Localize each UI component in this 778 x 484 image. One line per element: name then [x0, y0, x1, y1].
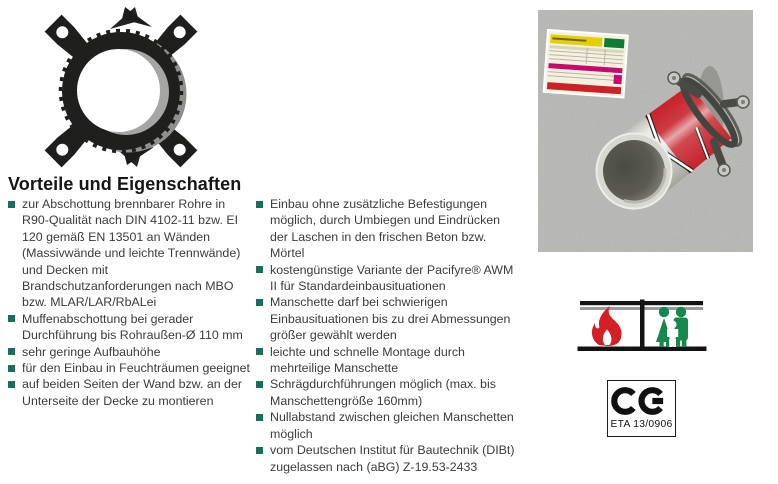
- ce-letters-icon: [611, 384, 673, 418]
- label-logo-box: [604, 38, 625, 48]
- features-column-right: [256, 196, 518, 475]
- feature-list-left: [8, 196, 253, 409]
- eta-number: ETA 13/0906: [610, 419, 673, 430]
- feature-item: Muffenabschottung bei gerader Durchführung bis Rohraußen-Ø 110 mm: [8, 311, 253, 344]
- feature-item: zur Abschottung brennbarer Rohre in R90-Qualität nach DIN 4102-11 bzw. EI 120 gemäß EN 13501 an Wänden (Massivwände und leichte Trennwände) und Decken mit Brandschutzanforderungen nach MBO bzw. MLAR/LAR/RbALei: [8, 196, 253, 311]
- installation-photo: [538, 10, 753, 252]
- ce-mark: [607, 380, 676, 437]
- pipe-collar-illustration: [38, 0, 250, 172]
- product-label-sticker: [544, 30, 628, 97]
- feature-item: sehr geringe Aufbauhöhe: [8, 344, 253, 360]
- feature-item: leichte und schnelle Montage durch mehrteilige Manschette: [256, 344, 518, 377]
- feature-item: Nullabstand zwischen gleichen Manschetten möglich: [256, 409, 518, 442]
- features-column-left: [8, 196, 253, 409]
- feature-item: auf beiden Seiten der Wand bzw. an der Unterseite der Decke zu montieren: [8, 376, 253, 409]
- feature-item: kostengünstige Variante der Pacifyre® AWM II für Standardeinbausituationen: [256, 262, 518, 295]
- feature-item: Manschette darf bei schwierigen Einbausituationen bis zu drei Abmessungen größer gewählt werden: [256, 294, 518, 343]
- collar-hole: [77, 49, 160, 132]
- fire-barrier-pictogram: [577, 295, 707, 359]
- flame-icon: [592, 306, 622, 346]
- feature-list-right: [256, 196, 518, 475]
- screw-head: [718, 164, 730, 176]
- feature-item: für den Einbau in Feuchträumen geeignet: [8, 360, 253, 376]
- wall-divider: [640, 300, 645, 352]
- screw-head: [668, 72, 680, 84]
- pipe-collar-drawing: [38, 0, 250, 172]
- feature-item: Einbau ohne zusätzliche Befestigungen möglich, durch Umbiegen und Eindrücken der Laschen in den frischen Beton bzw. Mörtel: [256, 196, 518, 262]
- feature-item: vom Deutschen Institut für Bautechnik (DIBt) zugelassen nach (aBG) Z-19.53-2433: [256, 442, 518, 475]
- page-title: Vorteile und Eigenschaften: [8, 174, 242, 194]
- screw-head: [737, 96, 749, 108]
- family-icon: [656, 307, 688, 347]
- feature-item: Schrägdurchführungen möglich (max. bis Manschettengröße 160mm): [256, 376, 518, 409]
- installation-photo-render: [538, 10, 753, 252]
